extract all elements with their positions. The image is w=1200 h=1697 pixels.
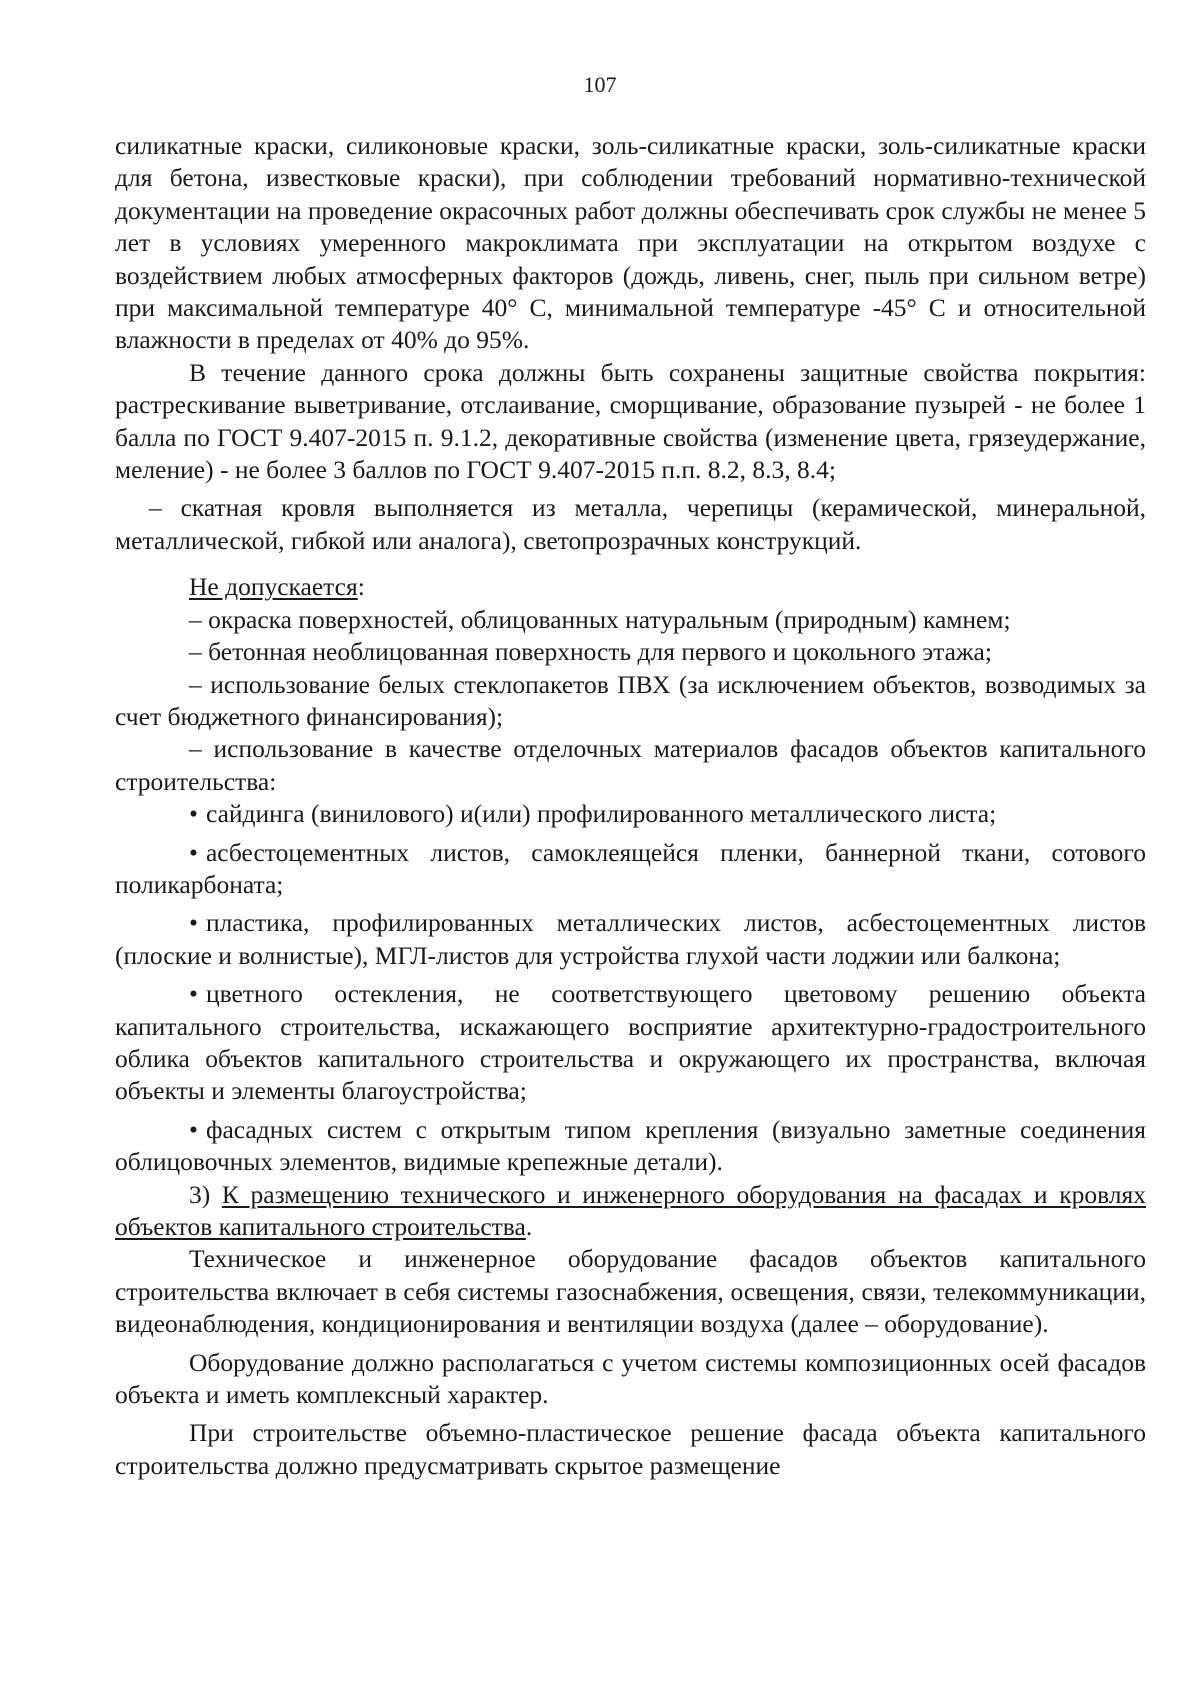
bullet-item	[115, 1114, 1146, 1179]
bullet-icon: •	[189, 799, 198, 829]
section-title: К размещению технического и инженерного оборудования на фасадах и кровлях объектов капитального строительства	[115, 1179, 1146, 1241]
page-number: 107	[583, 72, 617, 97]
dash-marker	[149, 493, 181, 522]
bullet-item	[115, 907, 1146, 972]
dash-item	[115, 669, 1146, 734]
list-item-text: фасадных систем с открытым типом крепления (визуально заметные соединения облицовочных элементов, видимые крепежные детали).	[115, 1114, 1146, 1177]
bullet-item	[115, 837, 1146, 902]
list-item-text: пластика, профилированных металлических листов, асбестоцементных листов (плоские и волнистые), МГЛ-листов для устройства глухой части лоджии или балкона;	[115, 908, 1146, 970]
paragraph-paint-requirements: силикатные краски, силиконовые краски, золь-силикатные краски, золь-силикатные краски для бетона, известковые краски), при соблюдении требований нормативно-технической документации на проведение окрасочных работ должны обеспечивать срок службы не менее 5 лет в условиях умеренного макроклимата при эксплуатации на открытом воздухе с воздействием любых атмосферных факторов (дождь, ливень, снег, пыль при сильном ветре) при максимальной температуре 40° С, минимальной температуре -45° С и относительной влажности в пределах от 40% до 95%.	[115, 131, 1146, 355]
not-allowed-heading	[115, 571, 1146, 603]
heading-text: Не допускается	[189, 572, 358, 602]
list-item-text: бетонная необлицованная поверхность для первого и цокольного этажа;	[208, 637, 992, 667]
dash-item	[115, 636, 1146, 668]
list-item-text: сайдинга (винилового) и(или) профилированного металлического листа;	[205, 799, 997, 829]
document-body	[115, 130, 1146, 1482]
dash-marker	[189, 637, 208, 666]
section-number: 3)	[189, 1179, 211, 1209]
bullet-icon: •	[189, 1114, 198, 1144]
heading-colon: :	[357, 572, 365, 602]
bullet-icon: •	[189, 908, 198, 938]
dash-marker	[189, 734, 214, 763]
list-item-text: скатная кровля выполняется из металла, черепицы (керамической, минеральной, металлической, гибкой или аналога), светопрозрачных конструкций.	[115, 493, 1147, 555]
paragraph-construction: При строительстве объемно-пластическое решение фасада объекта капитального строительства должно предусматривать скрытое размещение	[115, 1418, 1146, 1480]
dash-item	[115, 604, 1146, 636]
bullet-icon: •	[189, 837, 198, 867]
section-period: .	[525, 1212, 533, 1241]
bullet-icon: •	[189, 979, 198, 1009]
list-item-text: использование в качестве отделочных материалов фасадов объектов капитального строительства:	[115, 734, 1147, 796]
bullet-item	[115, 798, 1146, 830]
section-3-heading	[115, 1179, 1146, 1244]
paragraph-equipment-definition: Техническое и инженерное оборудование фасадов объектов капитального строительства включает в себя системы газоснабжения, освещения, связи, телекоммуникации, видеонаблюдения, кондиционирования и вентиляции воздуха (далее – оборудование).	[115, 1244, 1146, 1339]
dash-marker	[189, 605, 208, 634]
list-item-pitched-roof	[115, 492, 1146, 557]
bullet-item	[115, 978, 1146, 1108]
paragraph-protective-properties: В течение данного срока должны быть сохранены защитные свойства покрытия: растрескивание выветривание, отслаивание, сморщивание, образование пузырей - не более 1 балла по ГОСТ 9.407-2015 п. 9.1.2, декоративные свойства (изменение цвета, грязеудержание, меление) - не более 3 баллов по ГОСТ 9.407-2015 п.п. 8.2, 8.3, 8.4;	[115, 357, 1146, 485]
list-item-text: окраска поверхностей, облицованных натуральным (природным) камнем;	[208, 604, 1011, 634]
paragraph-equipment-placement: Оборудование должно располагаться с учетом системы композиционных осей фасадов объекта и иметь комплексный характер.	[115, 1347, 1146, 1410]
dash-item	[115, 733, 1146, 798]
list-item-text: использование белых стеклопакетов ПВХ (за исключением объектов, возводимых за счет бюджетного финансирования);	[115, 669, 1146, 731]
list-item-text: цветного остекления, не соответствующего цветовому решению объекта капитального строительства, искажающего восприятие архитектурно-градостроительного облика объектов капитального строительства и окружающего их пространства, включая объекты и элементы благоустройства;	[115, 979, 1146, 1106]
dash-marker	[189, 670, 210, 699]
list-item-text: асбестоцементных листов, самоклеящейся пленки, баннерной ткани, сотового поликарбоната;	[115, 837, 1146, 899]
